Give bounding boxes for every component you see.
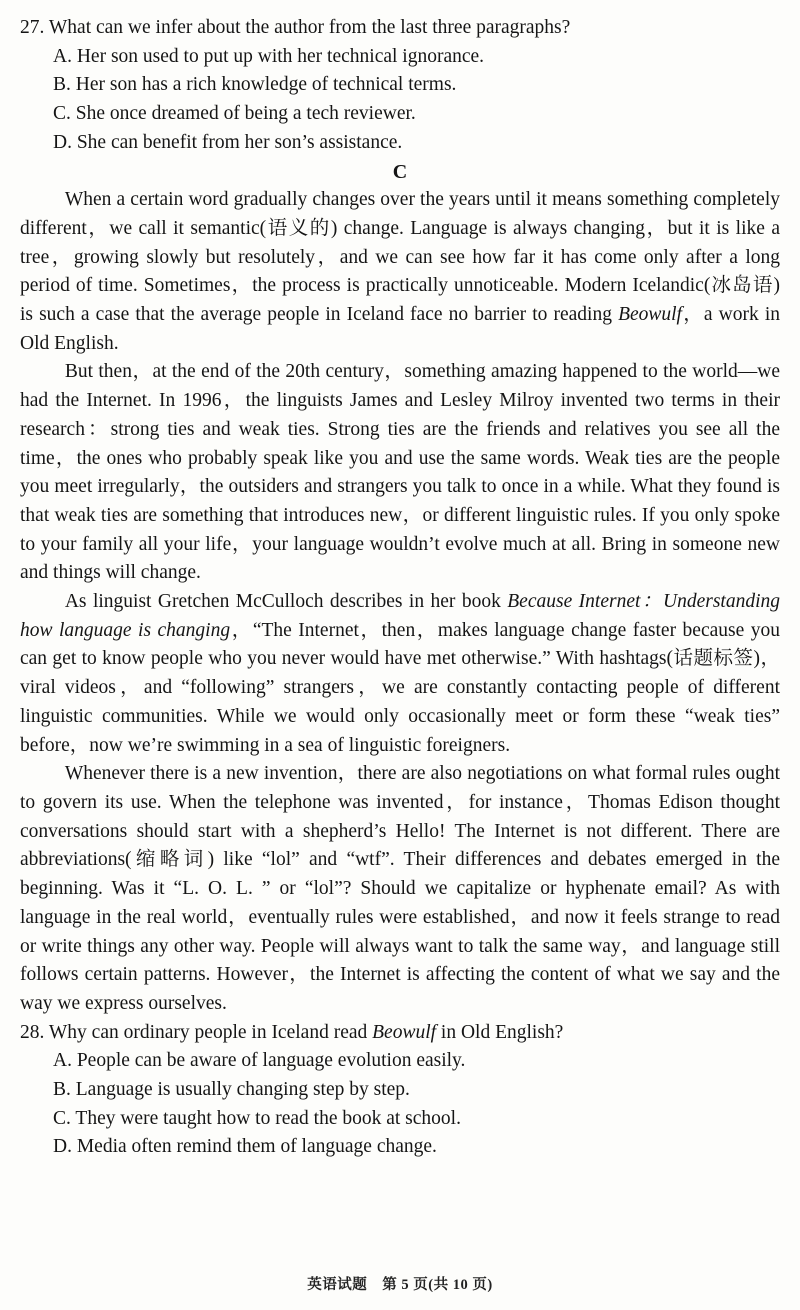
answer-option: C. They were taught how to read the book at school. <box>53 1107 461 1129</box>
question-27-stem <box>20 14 780 43</box>
question-27-options <box>20 43 780 158</box>
italic-text: Because Internet：Understanding how language is changing <box>20 591 780 641</box>
reading-passage <box>20 186 780 1018</box>
page-footer: 英语试题 第 5 页(共 10 页) <box>307 1277 493 1294</box>
text-run: ，a work in Old English. <box>20 304 780 354</box>
answer-option: B. Her son has a rich knowledge of technical terms. <box>53 74 457 96</box>
text-run: 27. What can we infer about the author from the last three paragraphs? <box>20 17 571 38</box>
answer-option: C. She once dreamed of being a tech reviewer. <box>53 103 416 125</box>
passage-paragraph <box>20 186 780 358</box>
answer-option: A. People can be aware of language evolution easily. <box>53 1050 466 1072</box>
text-run: ，“The Internet，then，makes language change faster because you can get to know people who you never would have met otherwise.” With hashtags(话题标签)，viral videos，and “following” strangers，we are constantly contacting people of different linguistic communities. While we would only occasionally meet or form these “weak ties” before，now we’re swimming in a sea of linguistic foreigners. <box>20 619 780 756</box>
passage-paragraph <box>20 760 780 1018</box>
text-run: But then，at the end of the 20th century，something amazing happened to the world—we had the Internet. In 1996，the linguists James and Lesley Milroy invented two terms in their research：strong ties and weak ties. Strong ties are the friends and relatives you see all the time，the ones who probably speak like you and use the same words. Weak ties are the people you meet irregularly，the outsiders and strangers you talk to once in a while. What they found is that weak ties are something that introduces new，or different linguistic rules. If you only spoke to your family all your life，your language wouldn’t evolve much at all. Bring in someone new and things will change. <box>20 361 780 584</box>
text-run: in Old English? <box>436 1021 564 1043</box>
italic-text: Beowulf <box>618 304 682 326</box>
section-c-label: C <box>392 160 408 183</box>
question-28-options <box>20 1047 780 1162</box>
question-28 <box>20 1019 780 1163</box>
answer-option: A. Her son used to put up with her technical ignorance. <box>53 45 485 67</box>
text-run: When a certain word gradually changes over the years until it means something completely different，we call it semantic(语义的) change. Language is always changing，but it is like a tree，growing slowly but resolutely，and we can see how far it has come only after a long period of time. Sometimes，the process is practically unnoticeable. Modern Icelandic(冰岛语) is such a case that the average people in Iceland face no barrier to reading <box>20 189 780 326</box>
answer-option: D. Media often remind them of language change. <box>53 1136 437 1158</box>
answer-option: D. She can benefit from her son’s assistance. <box>53 131 403 153</box>
question-28-stem <box>20 1019 780 1048</box>
text-run: 28. Why can ordinary people in Iceland read <box>20 1021 373 1043</box>
text-run: As linguist Gretchen McCulloch describes in her book <box>64 591 508 613</box>
passage-paragraph <box>20 358 780 588</box>
passage-paragraph <box>20 588 780 760</box>
text-run: Whenever there is a new invention，there are also negotiations on what formal rules ought to govern its use. When the telephone was invented，for instance，Thomas Edison thought conversations should start with a shepherd’s Hello! The Internet is not different. There are abbreviations(缩略词) like “lol” and “wtf”. Their differences and debates emerged in the beginning. Was it “L. O. L. ” or “lol”? Should we capitalize or hyphenate email? As with language in the real world，eventually rules were established，and now it feels strange to read or write things any other way. People will always want to talk the same way，and language still follows certain patterns. However，the Internet is affecting the content of what we say and the way we express ourselves. <box>20 763 780 1014</box>
answer-option: B. Language is usually changing step by step. <box>53 1079 410 1101</box>
question-27 <box>20 14 780 158</box>
italic-text: Beowulf <box>372 1021 437 1043</box>
